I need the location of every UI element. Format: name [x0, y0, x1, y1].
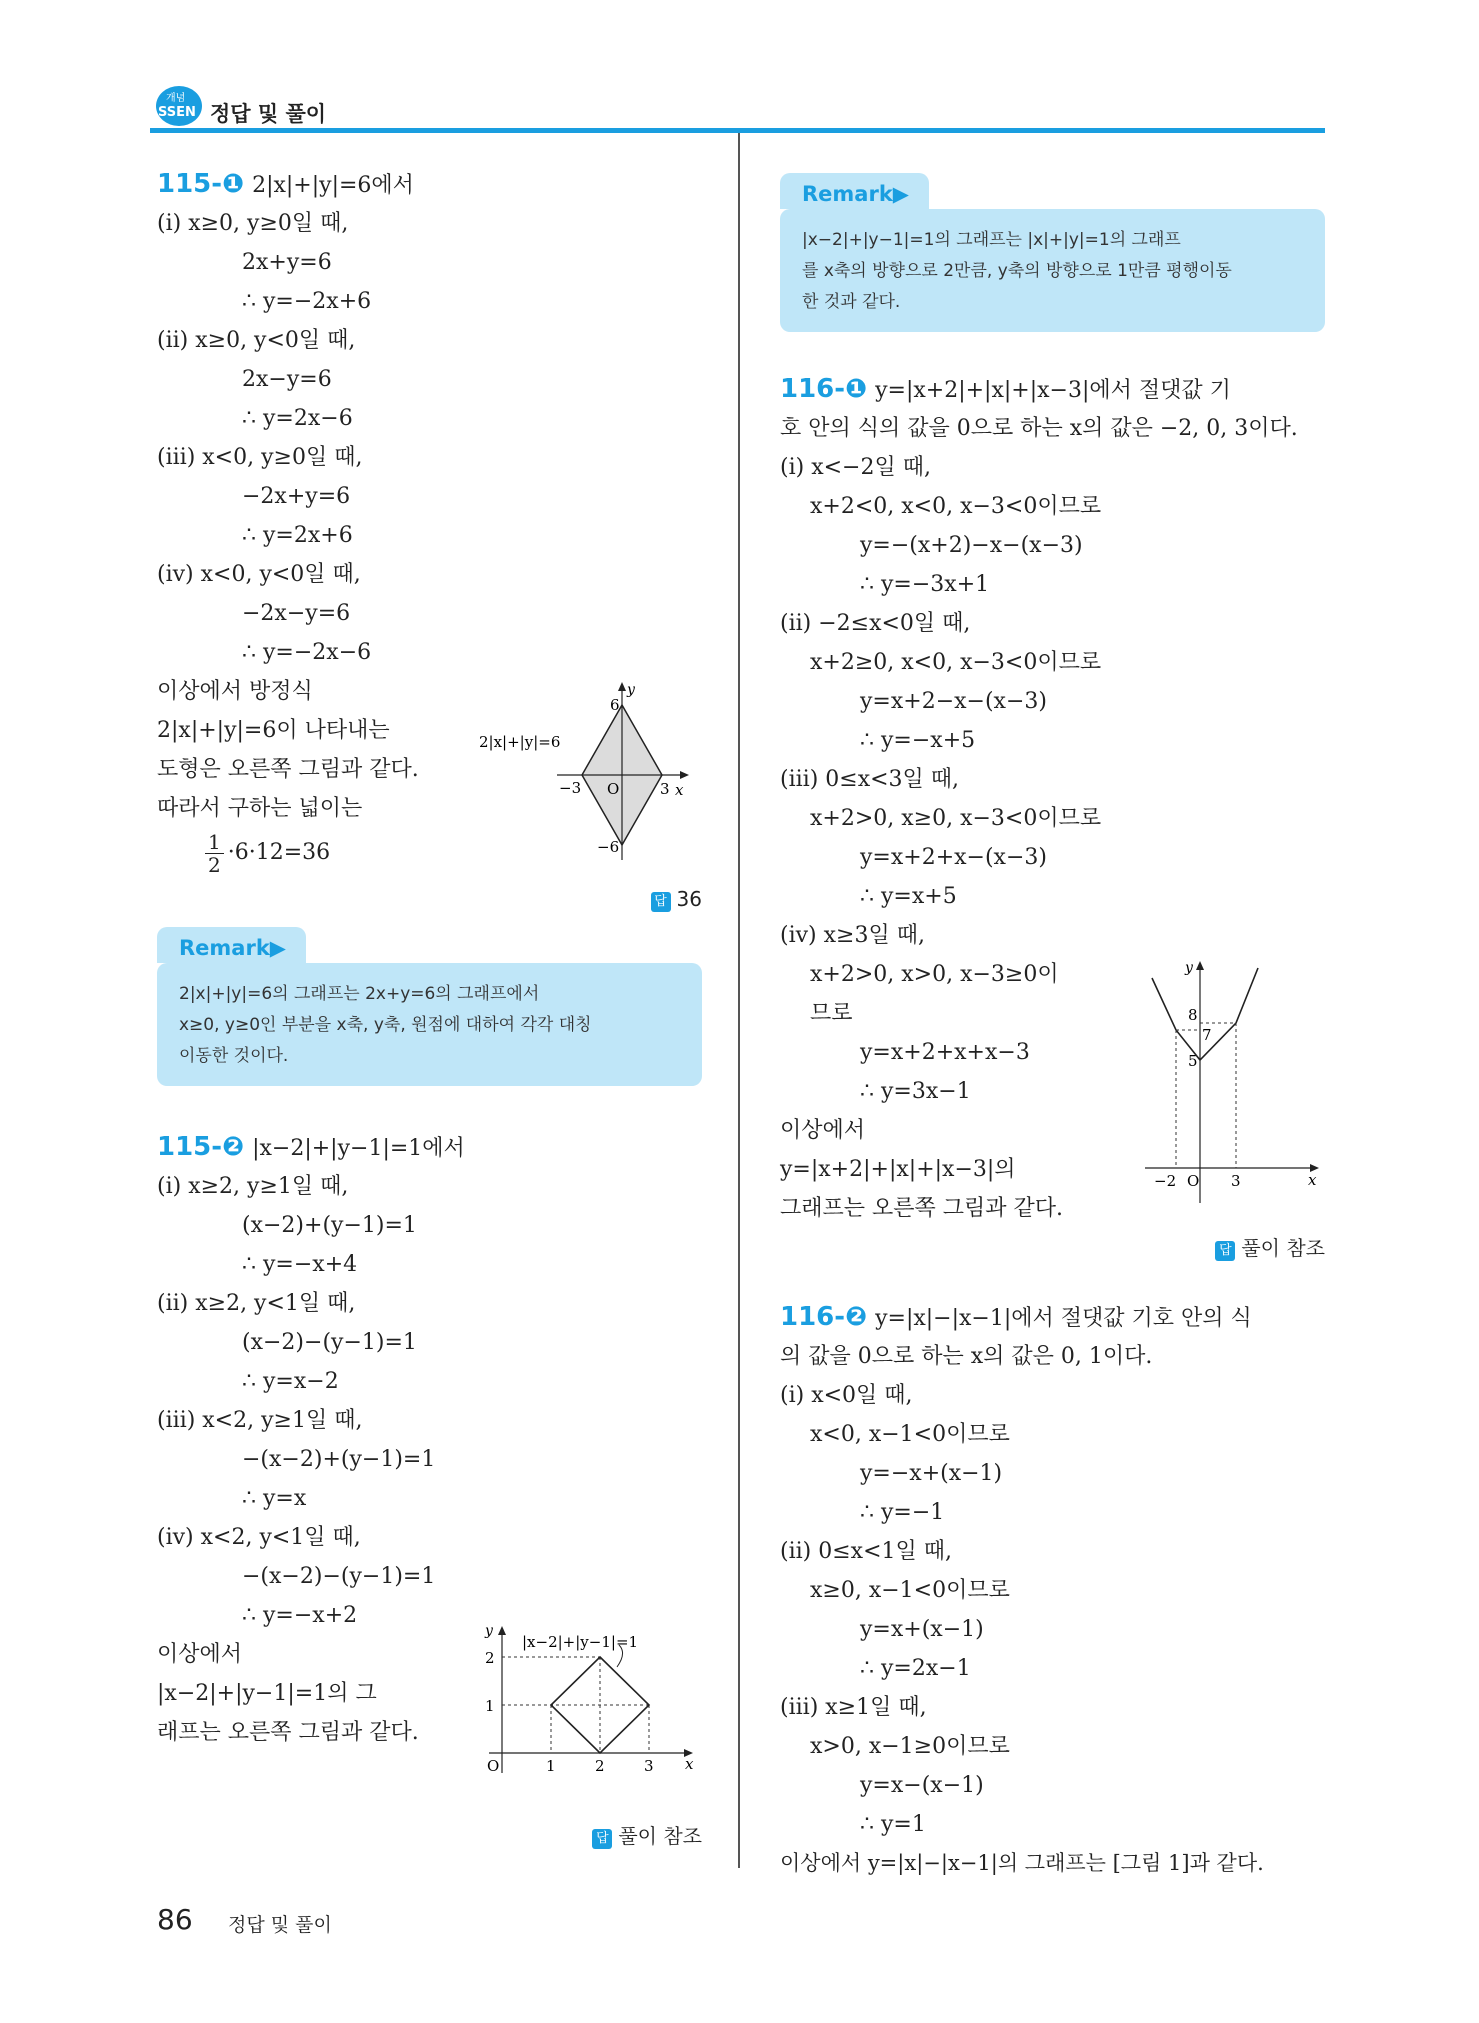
text-line: x>0, x−1≥0이므로 — [810, 1734, 1010, 1759]
text-line: ∴ y=2x−6 — [242, 406, 353, 431]
text-line: x≥0, x−1<0이므로 — [810, 1578, 1010, 1603]
header-title: 정답 및 풀이 — [210, 102, 327, 126]
tick-label: −6 — [597, 838, 620, 856]
graph-square-115-2 — [477, 1623, 707, 1783]
text-line: (ⅰ) x<−2일 때, — [780, 455, 931, 480]
page-number: 86 — [157, 1903, 193, 1936]
answer-text: 36 — [676, 887, 702, 911]
axis-y-label: y — [1185, 960, 1193, 976]
tick-label: −2 — [1154, 1172, 1177, 1190]
text-line: ∴ y=−x+4 — [242, 1252, 358, 1277]
text-line: 도형은 오른쪽 그림과 같다. — [157, 757, 419, 782]
text-line: 이상에서 — [780, 1118, 866, 1143]
text-line: (ⅰ) x<0일 때, — [780, 1383, 913, 1408]
text-line: 따라서 구하는 넓이는 — [157, 796, 363, 821]
ssen-logo — [155, 84, 203, 128]
text-line: |x−2|+|y−1|=1에서 — [252, 1136, 465, 1161]
text-line: −(x−2)+(y−1)=1 — [242, 1447, 436, 1472]
answer-text: 풀이 참조 — [1241, 1236, 1325, 1260]
text-line: y=x+2+x+x−3 — [860, 1040, 1030, 1065]
origin-label: O — [607, 780, 620, 798]
text-line: y=x+2+x−(x−3) — [860, 845, 1047, 870]
text-line: ∴ y=−2x−6 — [242, 640, 372, 665]
text-line: y=−x+(x−1) — [860, 1461, 1003, 1486]
text-line: ∴ y=x+5 — [860, 884, 957, 909]
text-line: 이상에서 — [157, 1642, 243, 1667]
remark-line: 한 것과 같다. — [802, 292, 901, 312]
text-line: 2x+y=6 — [242, 250, 332, 275]
text-line: 호 안의 식의 값을 0으로 하는 x의 값은 −2, 0, 3이다. — [780, 416, 1298, 441]
text-line: (ⅰ) x≥0, y≥0일 때, — [157, 211, 349, 236]
text-line: ∴ y=−x+5 — [860, 728, 976, 753]
text-line: ∴ y=2x+6 — [242, 523, 353, 548]
answer-icon: 답 — [651, 892, 671, 912]
graph-v-116-1 — [1140, 958, 1325, 1208]
area-formula: $\frac{1}{2}$ ·6·12=36 — [157, 828, 702, 878]
axis-x-label: x — [1308, 1171, 1317, 1189]
answer-icon: 답 — [1215, 1241, 1235, 1261]
text-line: 의 값을 0으로 하는 x의 값은 0, 1이다. — [780, 1344, 1153, 1369]
fraction: $\frac{1}{2}$ — [205, 831, 224, 876]
text-line: x+2>0, x>0, x−3≥0이 — [810, 962, 1059, 987]
text-line: ∴ y=−3x+1 — [860, 572, 990, 597]
text-line: ∴ y=x−2 — [242, 1369, 339, 1394]
remark-line: |x−2|+|y−1|=1의 그래프는 |x|+|y|=1의 그래프 — [802, 230, 1181, 250]
text-line: (ⅱ) 0≤x<1일 때, — [780, 1539, 952, 1564]
problem-label: 116-❷ — [780, 1302, 868, 1332]
text-line: x+2≥0, x<0, x−3<0이므로 — [810, 650, 1102, 675]
text-line: (x−2)−(y−1)=1 — [242, 1330, 417, 1355]
right-column — [780, 165, 1325, 1883]
text-line: ∴ y=x — [242, 1486, 307, 1511]
text-line: 2x−y=6 — [242, 367, 332, 392]
axis-y-label: y — [485, 1623, 493, 1639]
problem-116-2 — [780, 1298, 1325, 1883]
tick-label: 3 — [660, 780, 670, 798]
remark-line: 2|x|+|y|=6의 그래프는 2x+y=6의 그래프에서 — [179, 984, 540, 1004]
text-line: ∴ y=−1 — [860, 1500, 945, 1525]
remark-line: 이동한 것이다. — [179, 1046, 289, 1066]
text-line: ∴ y=1 — [860, 1812, 926, 1837]
logo-top-text: 개념 — [166, 93, 186, 104]
text-line: (ⅳ) x<2, y<1일 때, — [157, 1525, 361, 1550]
graph-equation-label: |x−2|+|y−1|=1 — [522, 1633, 639, 1651]
text-line: x+2>0, x≥0, x−3<0이므로 — [810, 806, 1102, 831]
text-line: |x−2|+|y−1|=1의 그 — [157, 1681, 377, 1706]
remark-line: x≥0, y≥0인 부분을 x축, y축, 원점에 대하여 각각 대칭 — [179, 1015, 592, 1035]
graph-equation-label: 2|x|+|y|=6 — [479, 733, 561, 751]
tick-label: 3 — [1231, 1172, 1241, 1190]
problem-115-2 — [157, 1128, 702, 1852]
text-line: 이상에서 방정식 — [157, 679, 313, 704]
axis-x-label: x — [675, 781, 684, 799]
problem-label: 115-❷ — [157, 1132, 245, 1162]
problem-label: 116-❶ — [780, 374, 868, 404]
text-line: 므로 — [810, 1001, 853, 1026]
text-line: (ⅲ) 0≤x<3일 때, — [780, 767, 960, 792]
text-line: 2|x|+|y|=6이 나타내는 — [157, 718, 390, 743]
tick-label: 7 — [1202, 1026, 1212, 1044]
text-line: x<0, x−1<0이므로 — [810, 1422, 1010, 1447]
text-line: (ⅲ) x<2, y≥1일 때, — [157, 1408, 363, 1433]
text-line: (ⅲ) x<0, y≥0일 때, — [157, 445, 363, 470]
text-line: (ⅱ) x≥2, y<1일 때, — [157, 1291, 356, 1316]
text-line: ∴ y=2x−1 — [860, 1656, 971, 1681]
tick-label: 1 — [485, 1697, 495, 1715]
tick-label: 6 — [610, 696, 620, 714]
text-line: −2x+y=6 — [242, 484, 351, 509]
text-line: (ⅰ) x≥2, y≥1일 때, — [157, 1174, 349, 1199]
tick-label: 2 — [595, 1757, 605, 1775]
problem-label: 115-❶ — [157, 169, 245, 199]
answer-icon: 답 — [592, 1829, 612, 1849]
text-line: (ⅲ) x≥1일 때, — [780, 1695, 927, 1720]
origin-label: O — [1187, 1172, 1200, 1190]
text-line: (ⅱ) x≥0, y<0일 때, — [157, 328, 356, 353]
tick-label: 5 — [1188, 1052, 1198, 1070]
page-header — [150, 84, 1325, 134]
tick-label: 8 — [1188, 1006, 1198, 1024]
text-line: y=|x+2|+|x|+|x−3|의 — [780, 1157, 1016, 1182]
problem-116-1 — [780, 370, 1325, 1264]
left-column — [157, 165, 702, 1852]
axis-y-label: y — [627, 682, 635, 698]
text-line: (ⅳ) x<0, y<0일 때, — [157, 562, 361, 587]
text-line: (x−2)+(y−1)=1 — [242, 1213, 417, 1238]
logo-bottom-text: SSEN — [158, 105, 196, 120]
text-line: ∴ y=−2x+6 — [242, 289, 372, 314]
text-line: y=|x|−|x−1|에서 절댓값 기호 안의 식 — [875, 1306, 1252, 1331]
remark-box-1 — [157, 936, 702, 1086]
tick-label: 3 — [644, 1757, 654, 1775]
axis-x-label: x — [685, 1755, 694, 1773]
answer — [157, 1820, 702, 1852]
tick-label: −3 — [559, 779, 582, 797]
text-line: (ⅳ) x≥3일 때, — [780, 923, 925, 948]
text-line: y=x+2−x−(x−3) — [860, 689, 1047, 714]
problem-115-1 — [157, 165, 702, 915]
text-line: 래프는 오른쪽 그림과 같다. — [157, 1720, 419, 1745]
text-line: −2x−y=6 — [242, 601, 351, 626]
origin-label: O — [487, 1757, 500, 1775]
remark-tab: Remark▶ — [780, 173, 929, 209]
text-line: 2|x|+|y|=6에서 — [252, 173, 414, 198]
text-line: x+2<0, x<0, x−3<0이므로 — [810, 494, 1102, 519]
tick-label: 2 — [485, 1649, 495, 1667]
column-divider — [738, 133, 740, 1868]
answer-text: 풀이 참조 — [618, 1824, 702, 1848]
answer — [157, 883, 702, 915]
remark-box-2 — [780, 182, 1325, 332]
text-line: y=−(x+2)−x−(x−3) — [860, 533, 1083, 558]
remark-line: 를 x축의 방향으로 2만큼, y축의 방향으로 1만큼 평행이동 — [802, 261, 1232, 281]
text-line: y=|x+2|+|x|+|x−3|에서 절댓값 기 — [875, 378, 1231, 403]
text-line: (ⅱ) −2≤x<0일 때, — [780, 611, 971, 636]
text-line: −(x−2)−(y−1)=1 — [242, 1564, 436, 1589]
text-line: 이상에서 y=|x|−|x−1|의 그래프는 [그림 1]과 같다. — [780, 1851, 1264, 1875]
footer-title: 정답 및 풀이 — [228, 1914, 332, 1936]
remark-tab: Remark▶ — [157, 927, 306, 963]
text-line: y=x+(x−1) — [860, 1617, 984, 1642]
answer — [780, 1232, 1325, 1264]
tick-label: 1 — [546, 1757, 556, 1775]
text-line: 그래프는 오른쪽 그림과 같다. — [780, 1196, 1063, 1221]
graph-diamond-115-1 — [477, 680, 697, 870]
text-line: ∴ y=−x+2 — [242, 1603, 358, 1628]
text-line: y=x−(x−1) — [860, 1773, 984, 1798]
text-line: ∴ y=3x−1 — [860, 1079, 971, 1104]
